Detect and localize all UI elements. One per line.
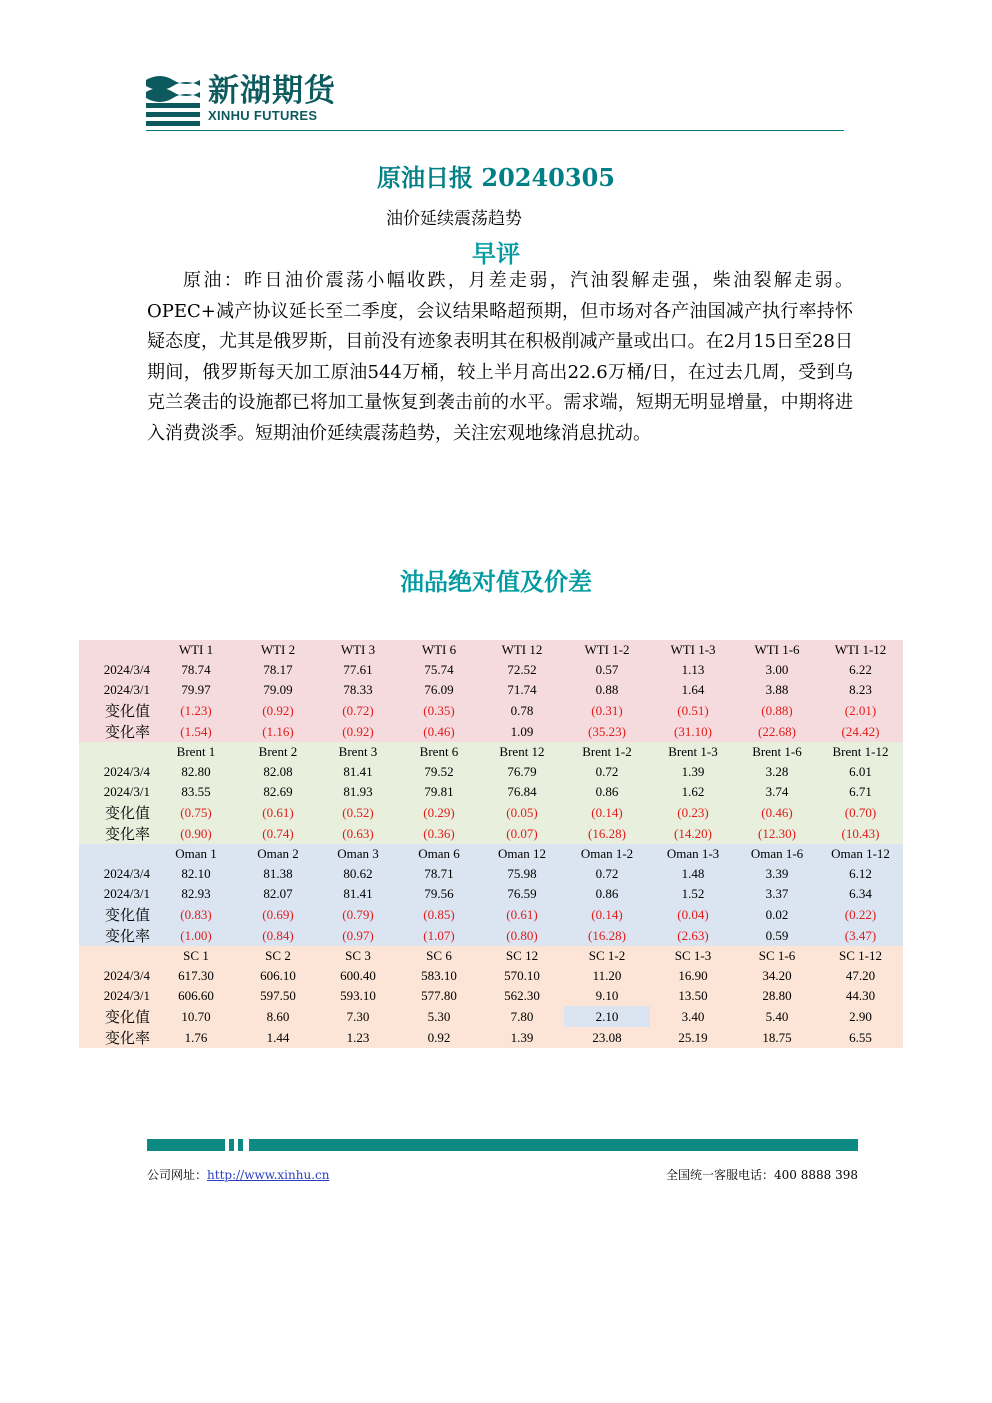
footer-hotline: 全国统一客服电话：400 8888 398 (666, 1168, 858, 1182)
table-cell: (0.84) (238, 925, 318, 946)
column-header: WTI 1-12 (818, 640, 903, 660)
table-cell: 600.40 (318, 966, 398, 986)
table-cell: (31.10) (650, 721, 736, 742)
table-cell: (0.52) (318, 802, 398, 823)
table-cell: (0.74) (238, 823, 318, 844)
table-cell: (1.23) (154, 700, 238, 721)
table-cell: (0.29) (398, 802, 480, 823)
table-cell: (1.07) (398, 925, 480, 946)
table-cell: (0.80) (480, 925, 564, 946)
table-cell: 76.09 (398, 680, 480, 700)
table-cell: (0.75) (154, 802, 238, 823)
header-empty-cell (79, 640, 154, 660)
table-cell: 23.08 (564, 1027, 650, 1048)
column-header: Oman 2 (238, 844, 318, 864)
column-header: SC 6 (398, 946, 480, 966)
table-cell: (22.68) (736, 721, 818, 742)
table-cell: 562.30 (480, 986, 564, 1006)
table-cell: (0.79) (318, 904, 398, 925)
table-cell: (24.42) (818, 721, 903, 742)
table-cell: 81.41 (318, 884, 398, 904)
website-label: 公司网址： (147, 1168, 208, 1182)
table-cell: 3.00 (736, 660, 818, 680)
table-cell: (0.92) (238, 700, 318, 721)
table-cell: 7.30 (318, 1006, 398, 1027)
website-link[interactable]: http://www.xinhu.cn (207, 1168, 330, 1182)
footer-website (147, 1166, 329, 1183)
table-cell: (0.31) (564, 700, 650, 721)
table-cell: (0.90) (154, 823, 238, 844)
table-cell: 577.80 (398, 986, 480, 1006)
column-header: Brent 1 (154, 742, 238, 762)
brand-name-en: XINHU FUTURES (208, 108, 318, 123)
table-cell: 8.23 (818, 680, 903, 700)
table-cell: 606.60 (154, 986, 238, 1006)
table-cell: (0.22) (818, 904, 903, 925)
table-cell: 617.30 (154, 966, 238, 986)
column-header: WTI 1-6 (736, 640, 818, 660)
table-cell: 25.19 (650, 1027, 736, 1048)
table-cell: (0.92) (318, 721, 398, 742)
section-heading-table: 油品绝对值及价差 (400, 567, 592, 596)
table-cell: 1.44 (238, 1027, 318, 1048)
footer-bar-right (249, 1139, 858, 1151)
table-cell: 79.81 (398, 782, 480, 802)
table-cell: (1.00) (154, 925, 238, 946)
table-cell: 570.10 (480, 966, 564, 986)
table-row (79, 884, 903, 904)
row-label: 变化值 (79, 802, 154, 823)
table-cell: 6.12 (818, 864, 903, 884)
column-header: Oman 1-12 (818, 844, 903, 864)
table-cell: 1.76 (154, 1027, 238, 1048)
table-cell: 71.74 (480, 680, 564, 700)
table-cell: 1.09 (480, 721, 564, 742)
table-cell: 2.90 (818, 1006, 903, 1027)
table-cell: 78.33 (318, 680, 398, 700)
column-header: Brent 6 (398, 742, 480, 762)
column-header: Oman 1-6 (736, 844, 818, 864)
column-header: SC 1-2 (564, 946, 650, 966)
table-cell: 597.50 (238, 986, 318, 1006)
column-header: SC 3 (318, 946, 398, 966)
table-cell: 5.40 (736, 1006, 818, 1027)
table-cell: 2.10 (564, 1006, 650, 1027)
table-cell: 5.30 (398, 1006, 480, 1027)
row-label: 2024/3/4 (79, 762, 154, 782)
table-cell: (0.23) (650, 802, 736, 823)
footer-bar-gap-1 (229, 1139, 234, 1151)
row-label: 变化率 (79, 1027, 154, 1048)
table-cell: 72.52 (480, 660, 564, 680)
table-row (79, 823, 903, 844)
row-label: 2024/3/1 (79, 986, 154, 1006)
table-cell: (1.54) (154, 721, 238, 742)
table-cell: 11.20 (564, 966, 650, 986)
table-cell: (0.69) (238, 904, 318, 925)
row-label: 2024/3/4 (79, 966, 154, 986)
column-header: Oman 1-2 (564, 844, 650, 864)
company-logo (146, 72, 336, 128)
footer-bar-gap-2 (238, 1139, 243, 1151)
table-cell: (35.23) (564, 721, 650, 742)
table-cell: 9.10 (564, 986, 650, 1006)
header-empty-cell (79, 946, 154, 966)
table-row (79, 762, 903, 782)
header-divider (146, 130, 844, 131)
row-label: 变化率 (79, 925, 154, 946)
table-cell: 82.93 (154, 884, 238, 904)
table-cell: (0.88) (736, 700, 818, 721)
table-cell: (0.35) (398, 700, 480, 721)
row-label: 2024/3/1 (79, 680, 154, 700)
table-cell: 0.72 (564, 864, 650, 884)
table-cell: 1.39 (650, 762, 736, 782)
comment-paragraph: 原油：昨日油价震荡小幅收跌，月差走弱，汽油裂解走强，柴油裂解走弱。OPEC+减产协议延长至二季度，会议结果略超预期，但市场对各产油国减产执行率持怀疑态度，尤其是俄罗斯，目前没有迹象表明其在积极削减产量或出口。在2月15日至28日期间，俄罗斯每天加工原油544万桶，较上半月高出22.6万桶/日，在过去几周，受到乌克兰袭击的设施都已将加工量恢复到袭击前的水平。需求端，短期无明显增量，中期将进入消费淡季。短期油价延续震荡趋势，关注宏观地缘消息扰动。 (147, 270, 853, 444)
column-header: SC 1-12 (818, 946, 903, 966)
wti-header-row (79, 640, 903, 660)
table-cell: 0.92 (398, 1027, 480, 1048)
table-row (79, 782, 903, 802)
column-header: SC 1 (154, 946, 238, 966)
table-cell: 0.86 (564, 782, 650, 802)
row-label: 变化率 (79, 823, 154, 844)
column-header: Brent 12 (480, 742, 564, 762)
column-header: Oman 1-3 (650, 844, 736, 864)
table-cell: 79.97 (154, 680, 238, 700)
column-header: WTI 1-2 (564, 640, 650, 660)
table-cell: (0.36) (398, 823, 480, 844)
table-row (79, 721, 903, 742)
table-cell: 1.64 (650, 680, 736, 700)
header-empty-cell (79, 742, 154, 762)
table-cell: 44.30 (818, 986, 903, 1006)
table-cell: 18.75 (736, 1027, 818, 1048)
table-cell: (16.28) (564, 925, 650, 946)
column-header: Brent 3 (318, 742, 398, 762)
table-cell: (0.14) (564, 904, 650, 925)
table-cell: 10.70 (154, 1006, 238, 1027)
table-cell: 0.78 (480, 700, 564, 721)
table-cell: 606.10 (238, 966, 318, 986)
table-cell: (14.20) (650, 823, 736, 844)
table-cell: 82.80 (154, 762, 238, 782)
table-cell: (0.63) (318, 823, 398, 844)
table-cell: 6.71 (818, 782, 903, 802)
xinhu-wave-logo-icon (146, 72, 200, 126)
row-label: 变化值 (79, 1006, 154, 1027)
table-cell: 1.39 (480, 1027, 564, 1048)
header-empty-cell (79, 844, 154, 864)
table-cell: 3.39 (736, 864, 818, 884)
row-label: 变化值 (79, 700, 154, 721)
brand-name-cn: 新湖期货 (208, 73, 336, 109)
column-header: WTI 1-3 (650, 640, 736, 660)
column-header: SC 1-6 (736, 946, 818, 966)
table-row (79, 660, 903, 680)
row-label: 2024/3/4 (79, 864, 154, 884)
table-cell: (0.46) (736, 802, 818, 823)
oman-header-row (79, 844, 903, 864)
row-label: 2024/3/1 (79, 884, 154, 904)
table-cell: 78.71 (398, 864, 480, 884)
table-cell: (0.85) (398, 904, 480, 925)
column-header: Oman 3 (318, 844, 398, 864)
table-cell: 6.22 (818, 660, 903, 680)
report-subtitle: 油价延续震荡趋势 (386, 209, 522, 229)
table-cell: 75.74 (398, 660, 480, 680)
table-cell: 593.10 (318, 986, 398, 1006)
table-cell: 28.80 (736, 986, 818, 1006)
column-header: SC 12 (480, 946, 564, 966)
table-row (79, 864, 903, 884)
table-row (79, 700, 903, 721)
column-header: Oman 1 (154, 844, 238, 864)
table-row (79, 802, 903, 823)
column-header: WTI 6 (398, 640, 480, 660)
table-cell: 76.84 (480, 782, 564, 802)
table-cell: 34.20 (736, 966, 818, 986)
table-row (79, 1027, 903, 1048)
column-header: Brent 1-6 (736, 742, 818, 762)
column-header: Brent 1-12 (818, 742, 903, 762)
table-cell: 76.59 (480, 884, 564, 904)
column-header: SC 2 (238, 946, 318, 966)
table-cell: 79.52 (398, 762, 480, 782)
table-cell: (16.28) (564, 823, 650, 844)
table-cell: (2.63) (650, 925, 736, 946)
footer-bar-left (147, 1139, 225, 1151)
column-header: Brent 2 (238, 742, 318, 762)
table-cell: (0.07) (480, 823, 564, 844)
table-cell: 81.38 (238, 864, 318, 884)
table-cell: 1.23 (318, 1027, 398, 1048)
table-cell: 81.41 (318, 762, 398, 782)
column-header: WTI 3 (318, 640, 398, 660)
table-cell: (0.04) (650, 904, 736, 925)
table-cell: 82.69 (238, 782, 318, 802)
table-cell: 7.80 (480, 1006, 564, 1027)
table-cell: (0.61) (480, 904, 564, 925)
table-cell: 3.74 (736, 782, 818, 802)
column-header: WTI 12 (480, 640, 564, 660)
column-header: Brent 1-3 (650, 742, 736, 762)
table-cell: 78.74 (154, 660, 238, 680)
brent-header-row (79, 742, 903, 762)
table-cell: 6.34 (818, 884, 903, 904)
table-cell: 8.60 (238, 1006, 318, 1027)
table-cell: 82.07 (238, 884, 318, 904)
table-row (79, 904, 903, 925)
table-cell: (0.05) (480, 802, 564, 823)
table-cell: 75.98 (480, 864, 564, 884)
table-cell: 81.93 (318, 782, 398, 802)
table-cell: 1.62 (650, 782, 736, 802)
row-label: 2024/3/1 (79, 782, 154, 802)
row-label: 2024/3/4 (79, 660, 154, 680)
table-cell: 3.37 (736, 884, 818, 904)
table-cell: 0.59 (736, 925, 818, 946)
table-cell: 3.28 (736, 762, 818, 782)
table-cell: 1.48 (650, 864, 736, 884)
table-cell: 583.10 (398, 966, 480, 986)
table-cell: 79.56 (398, 884, 480, 904)
table-cell: 79.09 (238, 680, 318, 700)
table-cell: 77.61 (318, 660, 398, 680)
table-cell: 3.40 (650, 1006, 736, 1027)
row-label: 变化值 (79, 904, 154, 925)
table-cell: 0.86 (564, 884, 650, 904)
table-cell: 16.90 (650, 966, 736, 986)
report-title: 原油日报 20240305 (377, 163, 615, 192)
table-cell: 0.57 (564, 660, 650, 680)
table-cell: 82.10 (154, 864, 238, 884)
table-cell: (0.72) (318, 700, 398, 721)
table-cell: (0.61) (238, 802, 318, 823)
column-header: Oman 6 (398, 844, 480, 864)
table-cell: 82.08 (238, 762, 318, 782)
table-cell: (10.43) (818, 823, 903, 844)
sc-header-row (79, 946, 903, 966)
table-cell: 83.55 (154, 782, 238, 802)
column-header: WTI 2 (238, 640, 318, 660)
table-cell: (0.97) (318, 925, 398, 946)
table-cell: (0.51) (650, 700, 736, 721)
table-cell: 78.17 (238, 660, 318, 680)
column-header: Oman 12 (480, 844, 564, 864)
table-cell: 6.55 (818, 1027, 903, 1048)
table-row (79, 986, 903, 1006)
table-row (79, 1006, 903, 1027)
column-header: SC 1-3 (650, 946, 736, 966)
row-label: 变化率 (79, 721, 154, 742)
table-cell: 13.50 (650, 986, 736, 1006)
table-cell: 1.52 (650, 884, 736, 904)
table-cell: 3.88 (736, 680, 818, 700)
table-row (79, 680, 903, 700)
table-cell: (2.01) (818, 700, 903, 721)
table-cell: (0.70) (818, 802, 903, 823)
table-cell: 76.79 (480, 762, 564, 782)
section-heading-comment: 早评 (472, 239, 520, 268)
table-cell: (1.16) (238, 721, 318, 742)
table-row (79, 966, 903, 986)
table-cell: 47.20 (818, 966, 903, 986)
table-cell: 0.88 (564, 680, 650, 700)
table-cell: (3.47) (818, 925, 903, 946)
table-cell: (0.83) (154, 904, 238, 925)
column-header: WTI 1 (154, 640, 238, 660)
table-cell: 6.01 (818, 762, 903, 782)
table-cell: (0.14) (564, 802, 650, 823)
table-cell: 1.13 (650, 660, 736, 680)
column-header: Brent 1-2 (564, 742, 650, 762)
table-cell: (12.30) (736, 823, 818, 844)
table-cell: 0.02 (736, 904, 818, 925)
table-row (79, 925, 903, 946)
table-cell: 0.72 (564, 762, 650, 782)
price-spread-table (79, 640, 903, 1048)
table-cell: 80.62 (318, 864, 398, 884)
table-cell: (0.46) (398, 721, 480, 742)
